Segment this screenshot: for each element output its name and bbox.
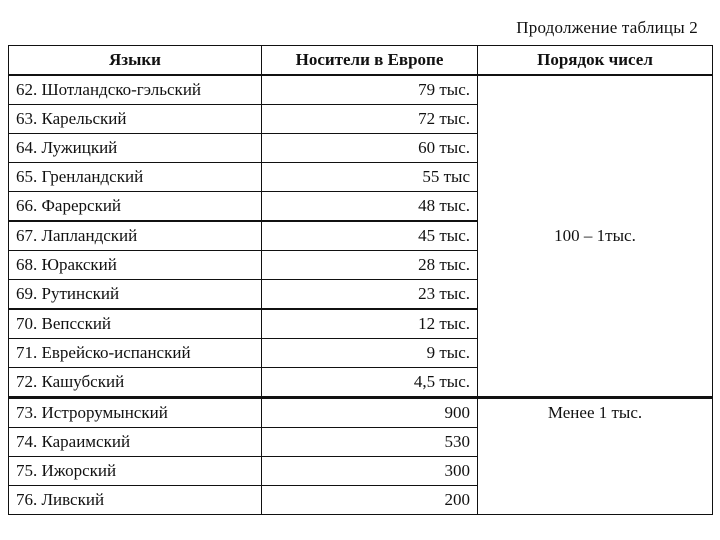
language-cell: 67. Лапландский <box>9 221 262 251</box>
language-cell: 74. Караимский <box>9 428 262 457</box>
order-cell: 100 – 1тыс. <box>478 75 713 398</box>
speakers-cell: 23 тыс. <box>262 280 478 310</box>
language-cell: 66. Фарерский <box>9 192 262 222</box>
languages-table <box>8 45 713 515</box>
table-caption: Продолжение таблицы 2 <box>516 18 698 37</box>
language-cell: 63. Карельский <box>9 105 262 134</box>
language-cell: 76. Ливский <box>9 486 262 515</box>
language-cell: 73. Истрорумынский <box>9 398 262 428</box>
language-cell: 71. Еврейско-испанский <box>9 339 262 368</box>
language-cell: 70. Вепсский <box>9 309 262 339</box>
speakers-cell: 72 тыс. <box>262 105 478 134</box>
header-languages: Языки <box>9 46 262 76</box>
speakers-cell: 79 тыс. <box>262 75 478 105</box>
speakers-cell: 900 <box>262 398 478 428</box>
speakers-cell: 28 тыс. <box>262 251 478 280</box>
language-cell: 62. Шотландско-гэльский <box>9 75 262 105</box>
speakers-cell: 9 тыс. <box>262 339 478 368</box>
header-speakers: Носители в Европе <box>262 46 478 76</box>
speakers-cell: 4,5 тыс. <box>262 368 478 398</box>
speakers-cell: 48 тыс. <box>262 192 478 222</box>
speakers-cell: 55 тыс <box>262 163 478 192</box>
language-cell: 68. Юракский <box>9 251 262 280</box>
table-row <box>9 398 713 428</box>
language-cell: 69. Рутинский <box>9 280 262 310</box>
speakers-cell: 12 тыс. <box>262 309 478 339</box>
speakers-cell: 200 <box>262 486 478 515</box>
speakers-cell: 530 <box>262 428 478 457</box>
language-cell: 75. Ижорский <box>9 457 262 486</box>
speakers-cell: 60 тыс. <box>262 134 478 163</box>
language-cell: 65. Гренландский <box>9 163 262 192</box>
order-cell: Менее 1 тыс. <box>478 398 713 515</box>
language-cell: 72. Кашубский <box>9 368 262 398</box>
table-row <box>9 75 713 105</box>
speakers-cell: 300 <box>262 457 478 486</box>
language-cell: 64. Лужицкий <box>9 134 262 163</box>
table-header-row <box>9 46 713 76</box>
header-order: Порядок чисел <box>478 46 713 76</box>
speakers-cell: 45 тыс. <box>262 221 478 251</box>
